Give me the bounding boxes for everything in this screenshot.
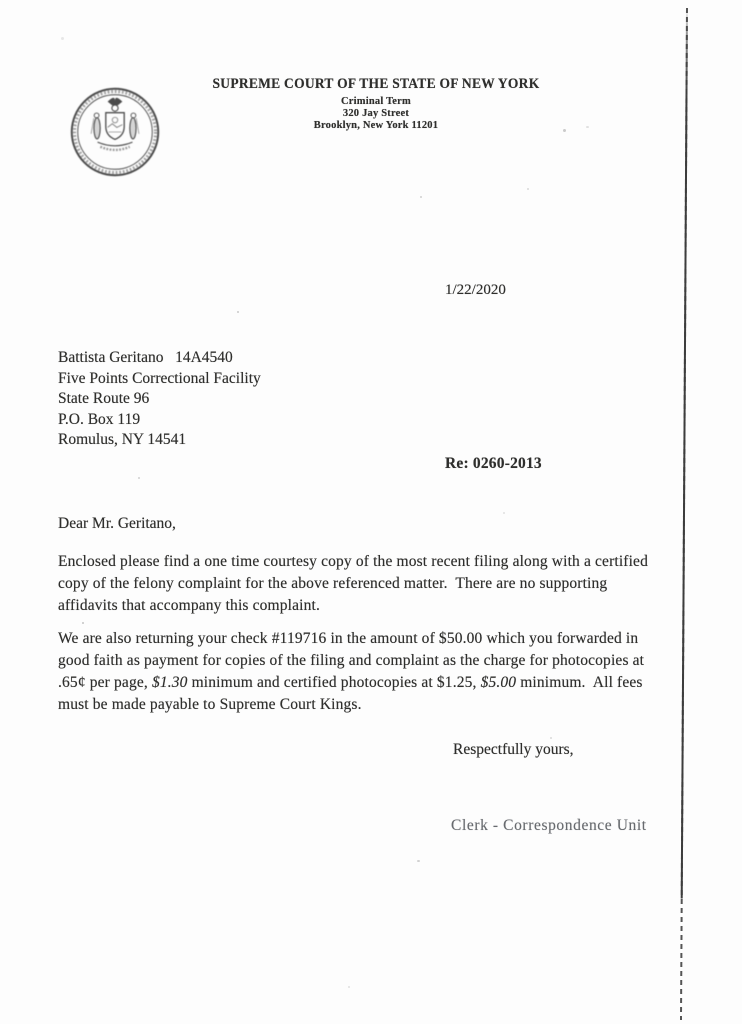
text-line: copy of the felony complaint for the above referenced matter. There are no supporting [58,575,608,592]
court-city: Brooklyn, New York 11201 [313,120,439,131]
scan-artifact-line [680,8,688,1020]
court-street: 320 Jay Street [342,108,410,119]
scan-speck [604,565,606,567]
reference-line: Re: 0260-2013 [445,455,542,472]
scan-speck [138,477,140,479]
scan-speck [586,126,589,128]
scan-speck [563,129,566,132]
text-line: good faith as payment for copies of the filing and complaint as the charge for photocopies at [58,652,645,669]
scan-speck [417,860,420,862]
text-line: affidavits that accompany this complaint. [58,597,320,614]
text-line: must be made payable to Supreme Court Kings. [58,696,362,713]
scan-speck [237,311,239,313]
court-term: Criminal Term [341,96,411,107]
scan-speck [420,196,422,198]
text-line: Enclosed please find a one time courtesy copy of the most recent filing along with a certified [58,553,648,570]
scan-speck [82,622,84,624]
text-line: .65¢ per page, $1.30 minimum and certified photocopies at $1.25, $5.00 minimum. All fees [58,674,643,691]
scan-speck [503,512,505,514]
salutation: Dear Mr. Geritano, [58,515,176,532]
court-name: SUPREME COURT OF THE STATE OF NEW YORK [212,76,540,92]
text-line: Battista Geritano 14A4540 [58,349,233,366]
scan-speck [348,986,350,988]
scan-speck [550,737,552,739]
text-line: State Route 96 [58,390,150,407]
text-line: P.O. Box 119 [58,410,141,428]
text-line: Romulus, NY 14541 [58,431,187,448]
paragraph-2 [58,628,718,716]
text-line: We are also returning your check #119716 in the amount of $50.00 which you forwarded in [58,630,639,647]
scan-speck [61,37,64,40]
letter-date: 1/22/2020 [445,282,506,298]
text-line: Five Points Correctional Facility [58,369,261,387]
scan-speck [113,707,115,709]
signature-line: Clerk - Correspondence Unit [451,817,647,834]
paragraph-1 [58,551,718,617]
letterhead [136,76,616,132]
valediction: Respectfully yours, [453,741,574,758]
scan-speck [527,188,529,190]
recipient-address [58,348,261,451]
